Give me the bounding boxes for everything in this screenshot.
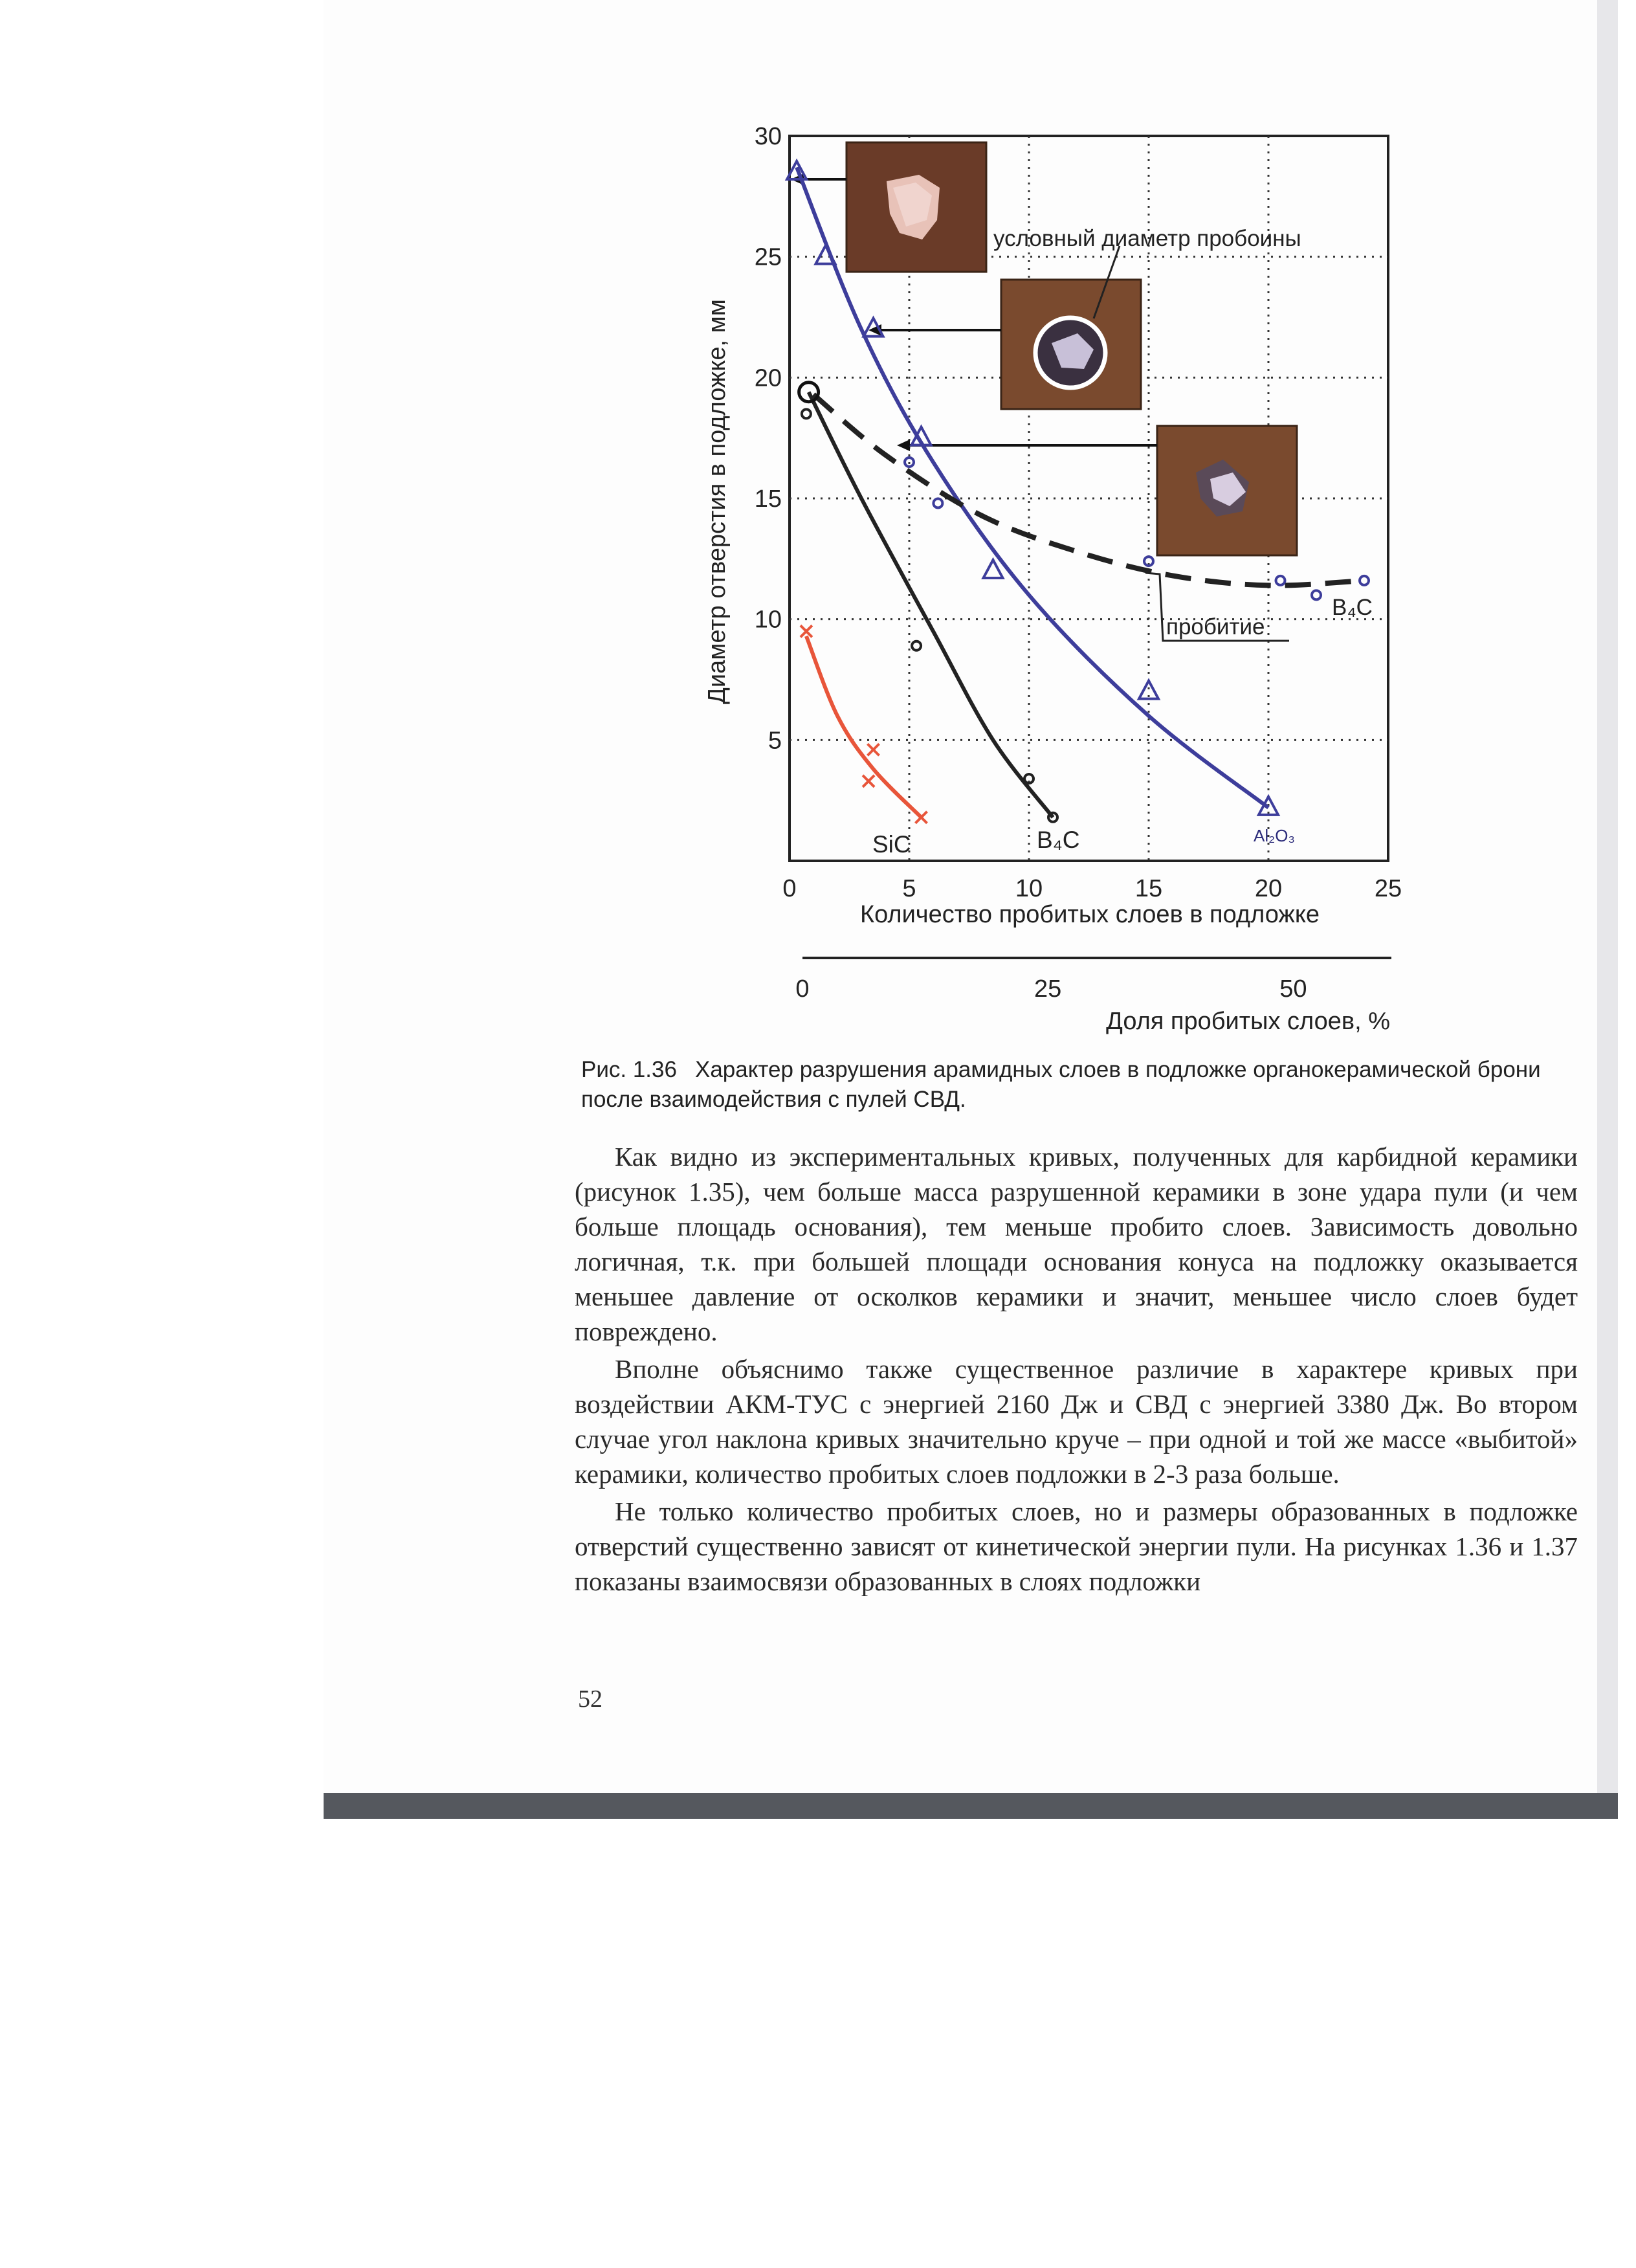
figure-number: Рис. 1.36 [581, 1057, 677, 1082]
y-axis-label: Диаметр отверстия в подложке, мм [703, 299, 731, 704]
y-tick-label: 25 [754, 243, 782, 271]
data-point-circle-small [1276, 576, 1285, 585]
series-curve [806, 636, 922, 817]
y-tick-label: 5 [768, 727, 782, 755]
photo-inset-1 [846, 142, 986, 272]
x-tick-label: 5 [902, 875, 916, 902]
data-point-triangle [984, 560, 1003, 578]
y-tick-label: 10 [754, 606, 782, 634]
x-tick-label: 25 [1374, 875, 1402, 902]
page-edge-right [1597, 0, 1618, 1793]
x-tick-label: 10 [1015, 875, 1043, 902]
y-tick-label: 15 [754, 485, 782, 513]
series-label-al2o3: Al₂O₃ [1254, 826, 1296, 845]
figure-caption [581, 1055, 1578, 1115]
data-point-x [916, 812, 927, 823]
page-number: 52 [578, 1685, 602, 1713]
page-shadow-bottom [324, 1793, 1618, 1819]
y-tick-label: 20 [754, 364, 782, 392]
chart [699, 110, 1424, 1049]
secondary-tick-label: 0 [795, 975, 810, 1003]
y-tick-label: 30 [754, 123, 782, 150]
x-tick-label: 20 [1254, 875, 1283, 902]
data-point-highlight [799, 383, 819, 402]
x-tick-labels [782, 875, 1402, 902]
series-label-b4c-dashed: B₄C [1332, 595, 1373, 620]
x-tick-label: 15 [1134, 875, 1163, 902]
secondary-axis-label: Доля пробитых слоев, % [1106, 1008, 1390, 1035]
figure-caption-text: Характер разрушения арамидных слоев в подложке органокерамической брони после взаимодействия с пулей СВД. [581, 1057, 1541, 1112]
y-tick-labels [755, 123, 782, 754]
annotation-diameter: условный диаметр пробоины [993, 226, 1301, 251]
photo-inset-2 [1001, 280, 1141, 409]
body-text [575, 1139, 1578, 1601]
x-tick-label: 0 [782, 875, 797, 902]
series-label-sic: SiC [872, 831, 911, 858]
paragraph: Вполне объяснимо также существенное различие в характере кривых при воздействии АКМ-ТУС с энергией 2160 Дж и СВД с энергией 3380 Дж. Во втором случае угол наклона кривых значительно круче – при одной и той же массе «выбитой» керамики, количество пробитых слоев подложки в 2-3 раза больше. [575, 1354, 1578, 1489]
photo-inset-3 [1157, 426, 1297, 555]
data-point-circle [802, 409, 811, 418]
paragraph: Как видно из экспериментальных кривых, полученных для карбидной керамики (рисунок 1.35), чем больше масса разрушенной керамики в зоне удара пули (и чем больше площадь основания), тем меньше пробито слоев. Зависимость довольно логичная, т.к. при большей площади основания конуса на подложку оказывается меньшее давление от осколков керамики и значит, меньшее число слоев будет повреждено. [575, 1142, 1578, 1346]
secondary-tick-label: 50 [1279, 975, 1307, 1003]
annotation-penetration: пробитие [1166, 614, 1265, 639]
data-point-circle-small [1360, 576, 1369, 585]
data-point-circle-small [933, 498, 942, 507]
paragraph: Не только количество пробитых слоев, но и размеры образованных в подложке отверстий существенно зависят от кинетической энергии пули. На рисунках 1.36 и 1.37 показаны взаимосвязи образованных в слоях подложки [575, 1496, 1578, 1596]
data-point-x [863, 775, 874, 787]
data-point-circle [912, 641, 921, 650]
data-point-x [868, 744, 879, 755]
data-point-circle-small [1312, 590, 1321, 599]
secondary-axis-ticks [795, 975, 1307, 1003]
x-axis-label: Количество пробитых слоев в подложке [859, 901, 1320, 928]
data-point-x [801, 625, 812, 637]
secondary-tick-label: 25 [1034, 975, 1062, 1003]
series-label-b4c-solid: B₄C [1037, 827, 1080, 853]
